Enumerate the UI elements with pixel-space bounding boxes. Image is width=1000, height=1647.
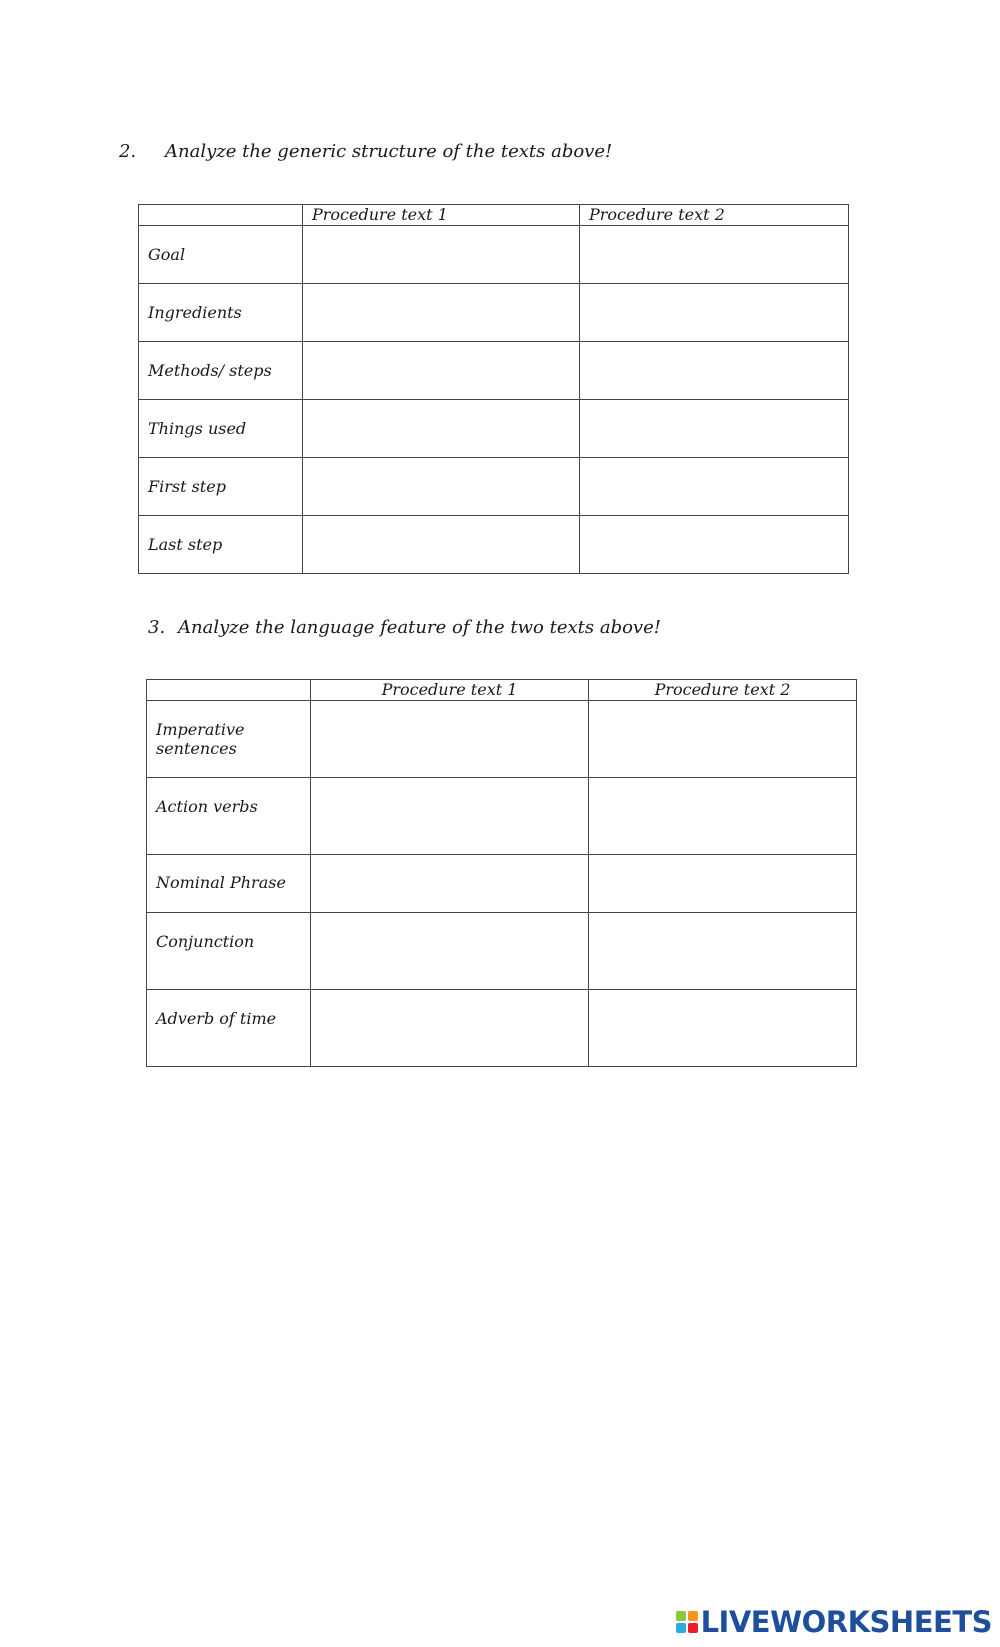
liveworksheets-logo[interactable]	[676, 1605, 992, 1639]
table-row	[139, 284, 849, 342]
question-2-text: Analyze the generic structure of the texts above!	[165, 141, 613, 162]
answer-cell[interactable]	[303, 284, 580, 342]
header-cell-procedure-text-1: Procedure text 1	[311, 680, 589, 701]
liveworksheets-logo-icon	[676, 1611, 698, 1633]
answer-cell[interactable]	[589, 701, 857, 778]
answer-cell[interactable]	[589, 855, 857, 913]
row-label-action-verbs: Action verbs	[147, 778, 311, 855]
row-label-methods-steps: Methods/ steps	[139, 342, 303, 400]
row-label-first-step: First step	[139, 458, 303, 516]
answer-cell[interactable]	[303, 342, 580, 400]
answer-cell[interactable]	[303, 400, 580, 458]
header-cell-empty	[139, 205, 303, 226]
row-label-last-step: Last step	[139, 516, 303, 574]
answer-cell[interactable]	[589, 913, 857, 990]
answer-cell[interactable]	[589, 778, 857, 855]
header-cell-procedure-text-2: Procedure text 2	[580, 205, 849, 226]
answer-cell[interactable]	[580, 284, 849, 342]
table-row	[139, 342, 849, 400]
table-row	[147, 855, 857, 913]
logo-square-red	[688, 1623, 698, 1633]
table-header-row	[147, 680, 857, 701]
header-cell-procedure-text-1: Procedure text 1	[303, 205, 580, 226]
table-row	[147, 913, 857, 990]
row-label-conjunction: Conjunction	[147, 913, 311, 990]
answer-cell[interactable]	[580, 342, 849, 400]
row-label-imperative-sentences: Imperative sentences	[147, 701, 311, 778]
header-cell-empty	[147, 680, 311, 701]
language-feature-table	[146, 679, 857, 1067]
answer-cell[interactable]	[311, 913, 589, 990]
answer-cell[interactable]	[589, 990, 857, 1067]
answer-cell[interactable]	[311, 778, 589, 855]
answer-cell[interactable]	[311, 701, 589, 778]
logo-square-orange	[688, 1611, 698, 1621]
question-2-heading	[119, 141, 612, 162]
question-3-text: Analyze the language feature of the two texts above!	[178, 617, 661, 638]
logo-square-blue	[676, 1623, 686, 1633]
answer-cell[interactable]	[580, 400, 849, 458]
table-row	[147, 778, 857, 855]
table-row	[147, 990, 857, 1067]
answer-cell[interactable]	[311, 990, 589, 1067]
answer-cell[interactable]	[311, 855, 589, 913]
answer-cell[interactable]	[580, 458, 849, 516]
question-3-heading	[148, 617, 661, 638]
row-label-adverb-of-time: Adverb of time	[147, 990, 311, 1067]
answer-cell[interactable]	[303, 458, 580, 516]
question-2-number: 2.	[119, 141, 137, 162]
table-row	[139, 400, 849, 458]
answer-cell[interactable]	[580, 226, 849, 284]
table-row	[139, 516, 849, 574]
table-row	[139, 458, 849, 516]
answer-cell[interactable]	[303, 516, 580, 574]
question-3-number: 3.	[148, 617, 166, 638]
row-label-ingredients: Ingredients	[139, 284, 303, 342]
table-row	[139, 226, 849, 284]
generic-structure-table	[138, 204, 849, 574]
row-label-things-used: Things used	[139, 400, 303, 458]
table-row	[147, 701, 857, 778]
row-label-goal: Goal	[139, 226, 303, 284]
row-label-nominal-phrase: Nominal Phrase	[147, 855, 311, 913]
answer-cell[interactable]	[303, 226, 580, 284]
answer-cell[interactable]	[580, 516, 849, 574]
table-header-row	[139, 205, 849, 226]
logo-square-green	[676, 1611, 686, 1621]
header-cell-procedure-text-2: Procedure text 2	[589, 680, 857, 701]
liveworksheets-logo-text: LIVEWORKSHEETS	[700, 1605, 992, 1639]
